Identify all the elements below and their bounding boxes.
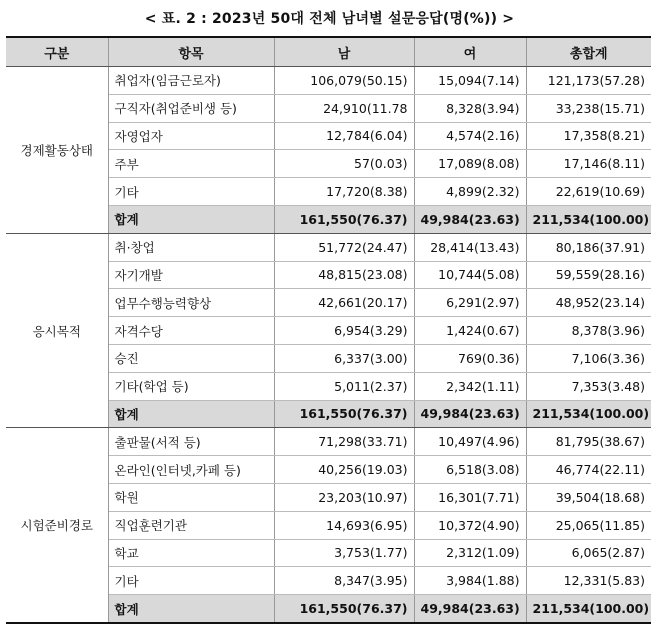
category-cell: 시험준비경로	[6, 428, 108, 623]
total-cell: 6,065(2.87)	[526, 539, 651, 567]
total-cell: 25,065(11.85)	[526, 511, 651, 539]
header-row	[6, 37, 651, 67]
header-category: 구분	[6, 37, 108, 67]
male-cell: 106,079(50.15)	[274, 67, 414, 95]
total-cell: 59,559(28.16)	[526, 261, 651, 289]
sum-female-cell: 49,984(23.63)	[414, 205, 526, 233]
item-cell: 기타(학업 등)	[108, 372, 274, 400]
item-cell: 온라인(인터넷,카페 등)	[108, 456, 274, 484]
sum-total-cell: 211,534(100.00)	[526, 400, 651, 428]
male-cell: 40,256(19.03)	[274, 456, 414, 484]
sum-male-cell: 161,550(76.37)	[274, 595, 414, 623]
male-cell: 42,661(20.17)	[274, 289, 414, 317]
item-cell: 기타	[108, 178, 274, 206]
item-cell: 취업자(임금근로자)	[108, 67, 274, 95]
item-cell: 직업훈련기관	[108, 511, 274, 539]
total-cell: 12,331(5.83)	[526, 567, 651, 595]
female-cell: 6,518(3.08)	[414, 456, 526, 484]
total-cell: 17,358(8.21)	[526, 122, 651, 150]
item-cell: 학교	[108, 539, 274, 567]
total-cell: 17,146(8.11)	[526, 150, 651, 178]
total-cell: 46,774(22.11)	[526, 456, 651, 484]
female-cell: 2,312(1.09)	[414, 539, 526, 567]
sum-male-cell: 161,550(76.37)	[274, 205, 414, 233]
female-cell: 10,372(4.90)	[414, 511, 526, 539]
sum-label-cell: 합계	[108, 400, 274, 428]
item-cell: 자기개발	[108, 261, 274, 289]
header-item: 항목	[108, 37, 274, 67]
item-cell: 업무수행능력향상	[108, 289, 274, 317]
item-cell: 학원	[108, 483, 274, 511]
table-title: < 표. 2 : 2023년 50대 전체 남녀별 설문응답(명(%)) >	[144, 11, 515, 27]
item-cell: 출판물(서적 등)	[108, 428, 274, 456]
male-cell: 23,203(10.97)	[274, 483, 414, 511]
header-male: 남	[274, 37, 414, 67]
total-cell: 48,952(23.14)	[526, 289, 651, 317]
total-cell: 80,186(37.91)	[526, 233, 651, 261]
female-cell: 28,414(13.43)	[414, 233, 526, 261]
male-cell: 17,720(8.38)	[274, 178, 414, 206]
total-cell: 121,173(57.28)	[526, 67, 651, 95]
item-cell: 자격수당	[108, 317, 274, 345]
male-cell: 14,693(6.95)	[274, 511, 414, 539]
total-cell: 22,619(10.69)	[526, 178, 651, 206]
item-cell: 자영업자	[108, 122, 274, 150]
table-row	[6, 233, 651, 261]
total-cell: 7,106(3.36)	[526, 344, 651, 372]
female-cell: 769(0.36)	[414, 344, 526, 372]
survey-table	[6, 36, 651, 624]
sum-female-cell: 49,984(23.63)	[414, 400, 526, 428]
female-cell: 4,574(2.16)	[414, 122, 526, 150]
item-cell: 승진	[108, 344, 274, 372]
sum-total-cell: 211,534(100.00)	[526, 595, 651, 623]
sum-total-cell: 211,534(100.00)	[526, 205, 651, 233]
table-row	[6, 67, 651, 95]
category-cell: 경제활동상태	[6, 67, 108, 234]
male-cell: 8,347(3.95)	[274, 567, 414, 595]
female-cell: 2,342(1.11)	[414, 372, 526, 400]
male-cell: 5,011(2.37)	[274, 372, 414, 400]
header-female: 여	[414, 37, 526, 67]
female-cell: 15,094(7.14)	[414, 67, 526, 95]
female-cell: 10,744(5.08)	[414, 261, 526, 289]
female-cell: 8,328(3.94)	[414, 94, 526, 122]
sum-label-cell: 합계	[108, 205, 274, 233]
male-cell: 6,337(3.00)	[274, 344, 414, 372]
sum-male-cell: 161,550(76.37)	[274, 400, 414, 428]
item-cell: 취·창업	[108, 233, 274, 261]
total-cell: 33,238(15.71)	[526, 94, 651, 122]
female-cell: 4,899(2.32)	[414, 178, 526, 206]
category-cell: 응시목적	[6, 233, 108, 428]
table-row	[6, 428, 651, 456]
total-cell: 7,353(3.48)	[526, 372, 651, 400]
female-cell: 10,497(4.96)	[414, 428, 526, 456]
female-cell: 16,301(7.71)	[414, 483, 526, 511]
female-cell: 17,089(8.08)	[414, 150, 526, 178]
total-cell: 81,795(38.67)	[526, 428, 651, 456]
male-cell: 3,753(1.77)	[274, 539, 414, 567]
male-cell: 6,954(3.29)	[274, 317, 414, 345]
total-cell: 8,378(3.96)	[526, 317, 651, 345]
table-body	[6, 67, 651, 623]
item-cell: 기타	[108, 567, 274, 595]
male-cell: 57(0.03)	[274, 150, 414, 178]
male-cell: 48,815(23.08)	[274, 261, 414, 289]
sum-label-cell: 합계	[108, 595, 274, 623]
male-cell: 24,910(11.78	[274, 94, 414, 122]
item-cell: 구직자(취업준비생 등)	[108, 94, 274, 122]
male-cell: 12,784(6.04)	[274, 122, 414, 150]
female-cell: 3,984(1.88)	[414, 567, 526, 595]
sum-female-cell: 49,984(23.63)	[414, 595, 526, 623]
female-cell: 1,424(0.67)	[414, 317, 526, 345]
male-cell: 51,772(24.47)	[274, 233, 414, 261]
female-cell: 6,291(2.97)	[414, 289, 526, 317]
header-total: 총합계	[526, 37, 651, 67]
male-cell: 71,298(33.71)	[274, 428, 414, 456]
total-cell: 39,504(18.68)	[526, 483, 651, 511]
item-cell: 주부	[108, 150, 274, 178]
